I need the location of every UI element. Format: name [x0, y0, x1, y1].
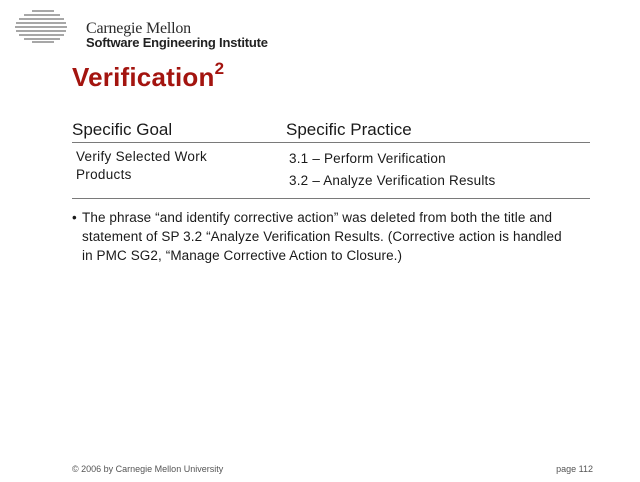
specific-practice-list: [289, 148, 495, 192]
note-text: The phrase “and identify corrective action” was deleted from both the title and statement of SP 3.2 “Analyze Verification Results. (Corrective action is handled in PMC SG2, “Manage Corrective Action to Closure.): [82, 210, 562, 263]
globe-icon: [14, 9, 68, 43]
practice-column-header: Specific Practice: [286, 120, 412, 139]
slide-title: [72, 59, 225, 93]
slide-title-superscript: 2: [214, 59, 225, 78]
goal-column-header: Specific Goal: [72, 120, 173, 139]
specific-practice-item: 3.2 – Analyze Verification Results: [289, 173, 496, 188]
table-header-divider: [72, 142, 590, 143]
logo-institute-name: Software Engineering Institute: [86, 35, 268, 50]
bullet-icon: •: [72, 210, 77, 225]
page-number: page 112: [556, 464, 593, 474]
specific-practice-item: 3.1 – Perform Verification: [289, 151, 446, 166]
table-bottom-divider: [72, 198, 590, 199]
note-bullet: [72, 208, 562, 265]
sei-logo: [14, 8, 274, 48]
logo-university-name: Carnegie Mellon: [86, 20, 191, 37]
slide-title-text: Verification: [72, 62, 215, 92]
copyright-footer: © 2006 by Carnegie Mellon University: [72, 464, 224, 474]
specific-goal-text: Verify Selected Work Products: [76, 149, 208, 182]
